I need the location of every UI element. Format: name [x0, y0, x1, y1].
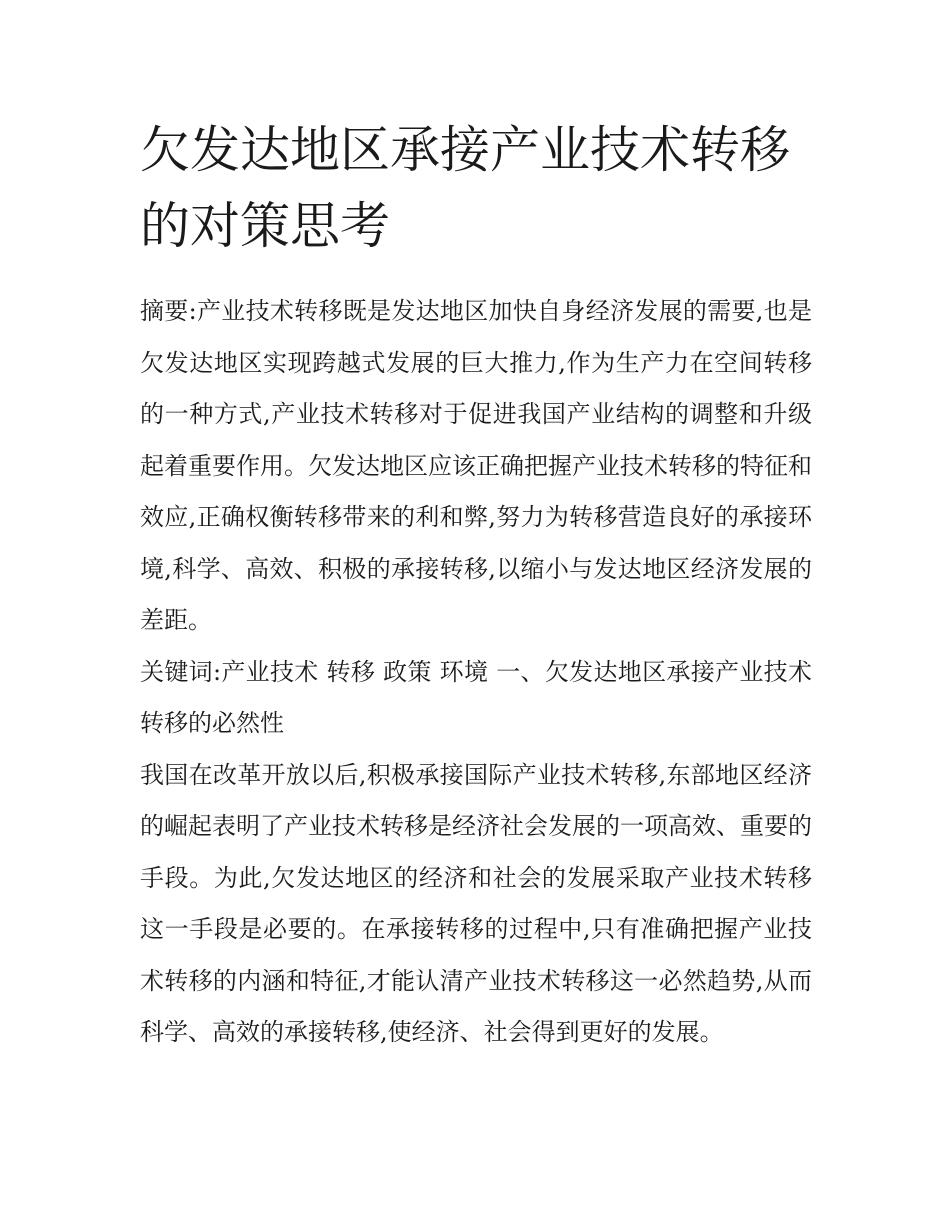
document-content — [140, 112, 812, 1059]
abstract-paragraph: 摘要:产业技术转移既是发达地区加快自身经济发展的需要,也是欠发达地区实现跨越式发展的巨大推力,作为生产力在空间转移的一种方式,产业技术转移对于促进我国产业结构的调整和升级起着重要作用。欠发达地区应该正确把握产业技术转移的特征和效应,正确权衡转移带来的利和弊,努力为转移营造良好的承接环境,科学、高效、积极的承接转移,以缩小与发达地区经济发展的差距。 — [140, 297, 812, 634]
keywords-paragraph: 关键词:产业技术 转移 政策 环境 一、欠发达地区承接产业技术转移的必然性 — [140, 657, 812, 737]
document-title: 欠发达地区承接产业技术转移的对策思考 — [140, 121, 790, 255]
body-paragraph: 我国在改革开放以后,积极承接国际产业技术转移,东部地区经济的崛起表明了产业技术转移是经济社会发展的一项高效、重要的手段。为此,欠发达地区的经济和社会的发展采取产业技术转移这一手段是必要的。在承接转移的过程中,只有准确把握产业技术转移的内涵和特征,才能认清产业技术转移这一必然趋势,从而科学、高效的承接转移,使经济、社会得到更好的发展。 — [140, 760, 812, 1046]
